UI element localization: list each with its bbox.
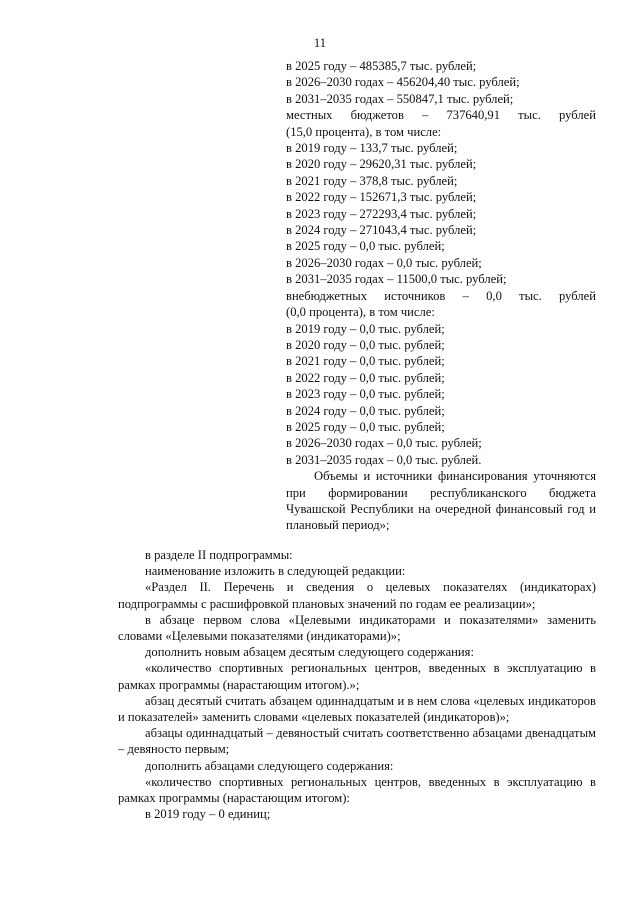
body-paragraph: абзацы одиннадцатый – девяностый считать соответственно абзацами двенадцатым – девяносто первым; [118, 726, 596, 757]
page-number: 11 [313, 36, 327, 50]
local-budget-line: в 2019 году – 133,7 тыс. рублей; [286, 141, 458, 156]
offbudget-line: в 2020 году – 0,0 тыс. рублей; [286, 337, 445, 352]
body-paragraph: в разделе II подпрограммы: [145, 548, 293, 562]
local-budget-line: в 2031–2035 годах – 11500,0 тыс. рублей; [286, 272, 507, 287]
funding-note: Объемы и источники финансирования уточняются при формировании республиканского бюджета Чувашской Республики на очередной финансовый год и плановый период»; [286, 469, 596, 533]
offbudget-line: в 2023 году – 0,0 тыс. рублей; [286, 387, 445, 402]
offbudget-line: в 2019 году – 0,0 тыс. рублей; [286, 321, 445, 336]
offbudget-line: в 2022 году – 0,0 тыс. рублей; [286, 370, 445, 385]
offbudget-line: в 2031–2035 годах – 0,0 тыс. рублей. [286, 452, 482, 467]
local-budget-header: местных бюджетов – 737640,91 тыс. рублей [286, 108, 596, 123]
body-paragraph: наименование изложить в следующей редакции: [145, 564, 406, 579]
local-budget-line: в 2024 году – 271043,4 тыс. рублей; [286, 223, 477, 238]
offbudget-header-cont: (0,0 процента), в том числе: [286, 305, 435, 320]
body-paragraph: дополнить новым абзацем десятым следующего содержания: [145, 645, 474, 660]
offbudget-line: в 2025 году – 0,0 тыс. рублей; [286, 419, 445, 434]
body-text [118, 547, 596, 822]
body-paragraph: «количество спортивных региональных центров, введенных в эксплуатацию в рамках программы (нарастающим итогом).»; [118, 661, 596, 692]
body-paragraph: в абзаце первом слова «Целевыми индикаторами и показателями» заменить словами «Целевыми показателями (индикаторами)»; [118, 612, 596, 644]
funding-block [286, 58, 596, 534]
body-paragraph: в 2019 году – 0 единиц; [145, 807, 271, 822]
local-budget-line: в 2025 году – 0,0 тыс. рублей; [286, 239, 445, 254]
funding-line: в 2031–2035 годах – 550847,1 тыс. рублей; [286, 91, 514, 106]
local-budget-header-cont: (15,0 процента), в том числе: [286, 124, 442, 139]
local-budget-line: в 2026–2030 годах – 0,0 тыс. рублей; [286, 255, 482, 270]
offbudget-line: в 2024 году – 0,0 тыс. рублей; [286, 403, 445, 418]
local-budget-line: в 2023 году – 272293,4 тыс. рублей; [286, 206, 477, 221]
body-paragraph: «количество спортивных региональных центров, введенных в эксплуатацию в рамках программы (нарастающим итогом): [118, 774, 596, 806]
local-budget-line: в 2022 году – 152671,3 тыс. рублей; [286, 190, 477, 205]
body-paragraph: дополнить абзацами следующего содержания: [145, 758, 394, 773]
body-paragraph: абзац десятый считать абзацем одиннадцатым и в нем слова «целевых индикаторов и показателей» заменить словами «целевых показателей (индикаторов)»; [118, 693, 596, 725]
body-paragraph: «Раздел II. Перечень и сведения о целевых показателях (индикаторах) подпрограммы с расшифровкой плановых значений по годам ее реализации»; [118, 580, 596, 611]
funding-line: в 2025 году – 485385,7 тыс. рублей; [286, 59, 477, 73]
offbudget-line: в 2021 году – 0,0 тыс. рублей; [286, 354, 445, 369]
funding-line: в 2026–2030 годах – 456204,40 тыс. рублей; [286, 75, 520, 90]
offbudget-header: внебюджетных источников – 0,0 тыс. рублей [286, 288, 596, 303]
local-budget-line: в 2020 году – 29620,31 тыс. рублей; [286, 157, 477, 172]
local-budget-line: в 2021 году – 378,8 тыс. рублей; [286, 173, 458, 188]
offbudget-line: в 2026–2030 годах – 0,0 тыс. рублей; [286, 436, 482, 451]
